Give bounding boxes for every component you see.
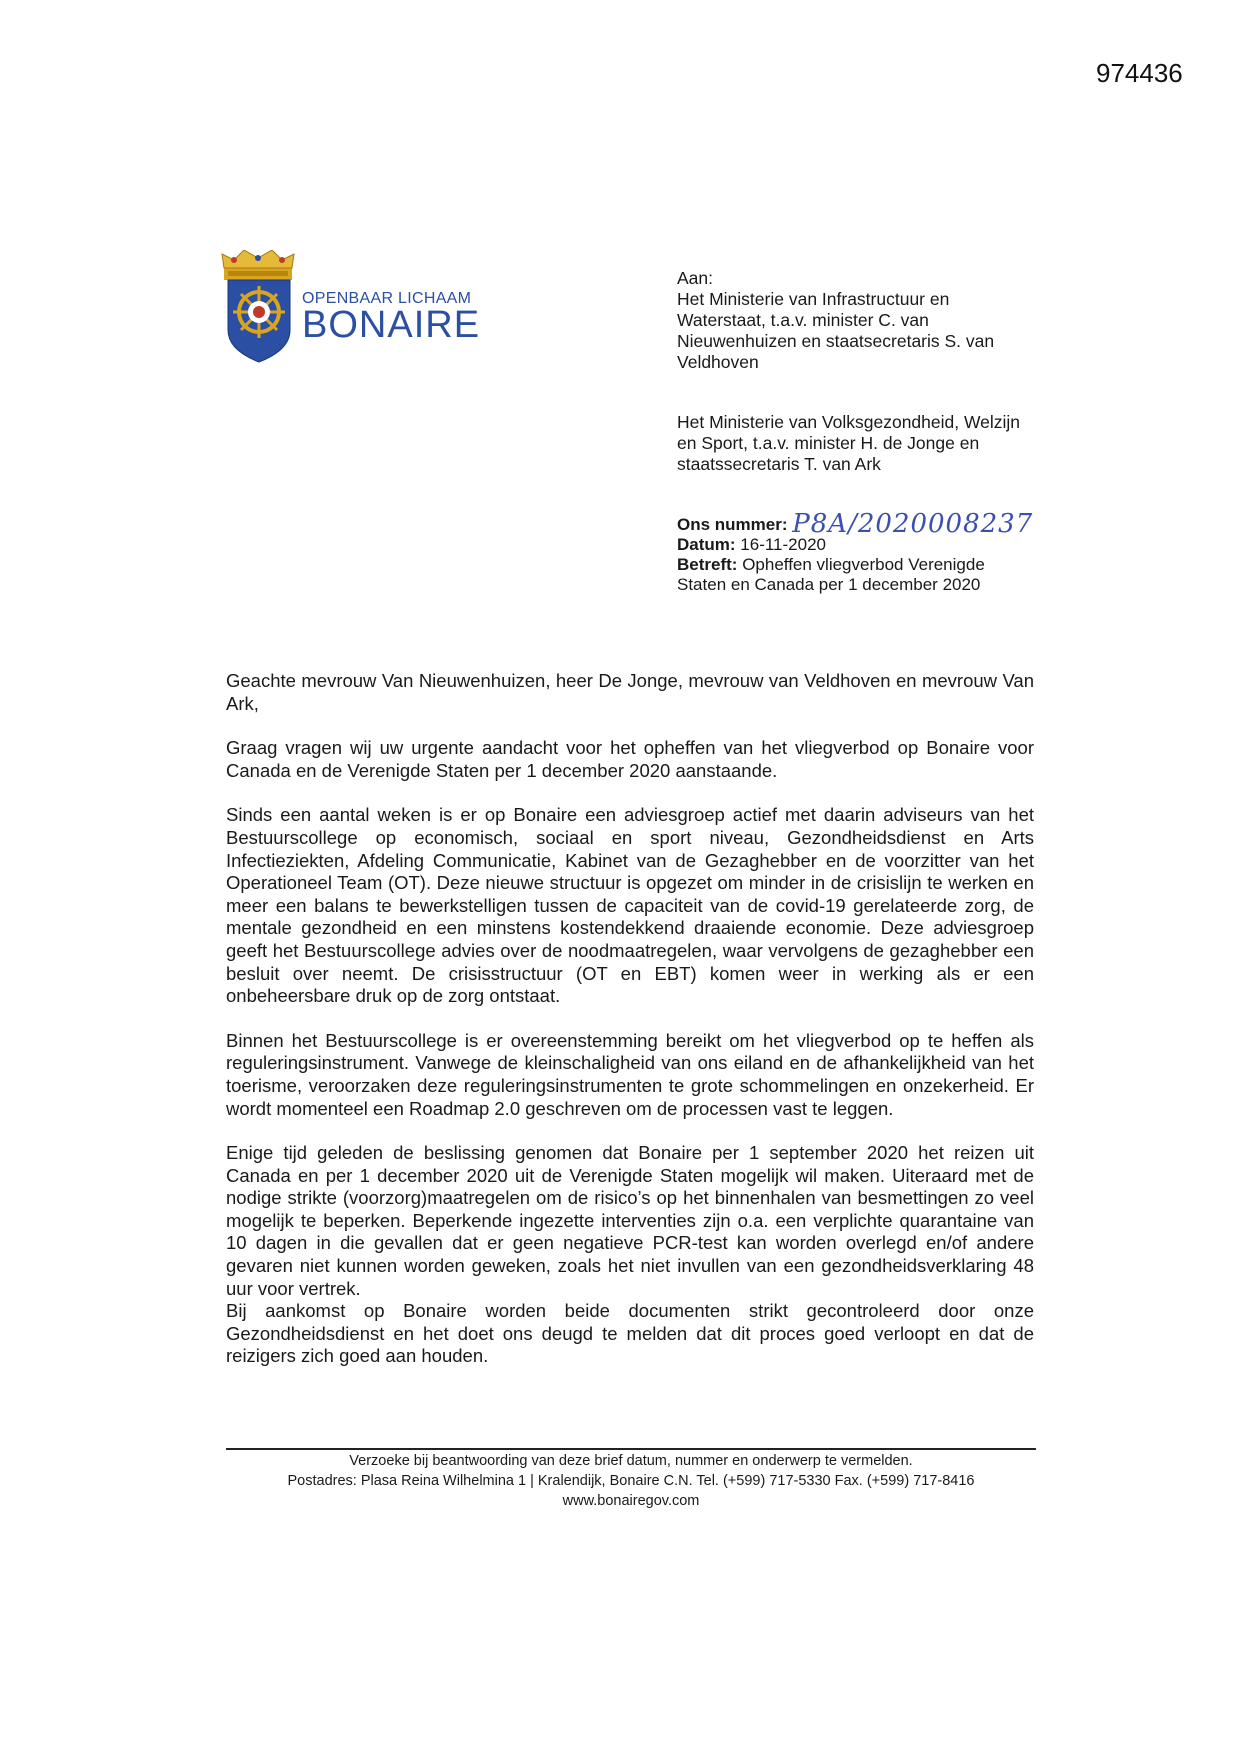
footer-instruction: Verzoeke bij beantwoording van deze brief datum, nummer en onderwerp te vermelden. (349, 1453, 913, 1469)
footer-divider (226, 1448, 1036, 1450)
recipient-block-2 (677, 412, 1077, 475)
reference-number-handwritten: P8A/2020008237 (792, 509, 1034, 539)
subject-value: Opheffen vliegverbod Verenigde (742, 555, 985, 574)
footer-website: www.bonairegov.com (562, 1493, 700, 1509)
body-paragraph: Sinds een aantal weken is er op Bonaire een adviesgroep actief met daarin adviseurs van het Bestuurscollege op economisch, sociaal en sport niveau, Gezondheidsdienst en Arts Infectieziekten, Afdeling Communicatie, Kabinet van de Gezaghebber en de voorzitter van het Operationeel Team (OT). Deze nieuwe structuur is opgezet om minder in de crisislijn te werken en meer een balans te bewerkstelligen tussen de capaciteit van de covid-19 gerelateerde zorg, de mentale gezondheid en een minstens kostendekkend draaiende economie. Deze adviesgroep geeft het Bestuurscollege advies over de noodmaatregelen, waar vervolgens de gezaghebber een besluit over neemt. De crisisstructuur (OT en EBT) komen weer in werking als er een onbeheersbare druk op de zorg ontstaat. (226, 804, 1034, 1007)
body-paragraph: Enige tijd geleden de beslissing genomen dat Bonaire per 1 september 2020 het reizen uit Canada en per 1 december 2020 uit de Verenigde Staten mogelijk wil maken. Uiteraard met de nodige strikte (voorzorg)maatregelen om de risico’s op het binnenhalen van besmettingen zo veel mogelijk te beperken. Beperkende ingezette interventies zijn o.a. een verplichte quarantaine van 10 dagen in die gevallen dat er geen negatieve PCR-test kan worden overlegd en/of andere gevaren niet kunnen worden geweken, zoals het niet invullen van een gezondheidsverklaring 48 uur voor vertrek. (226, 1142, 1034, 1299)
recipient-line: Het Ministerie van Volksgezondheid, Welzijn (677, 412, 1021, 432)
recipient-line: Veldhoven (677, 352, 759, 372)
letter-body (226, 670, 1034, 1390)
body-paragraph: Binnen het Bestuurscollege is er overeenstemming bereikt om het vliegverbod op te heffen als reguleringsinstrument. Vanwege de kleinschaligheid van ons eiland en de afhankelijkheid van het toerisme, veroorzaken deze reguleringsinstrumenten te grote schommelingen en onzekerheid. Er wordt momenteel een Roadmap 2.0 geschreven om de processen vast te leggen. (226, 1029, 1034, 1119)
letter-footer (226, 1448, 1036, 1511)
body-paragraph: Graag vragen wij uw urgente aandacht voor het opheffen van het vliegverbod op Bonaire voor Canada en de Verenigde Staten per 1 december 2020 aanstaande. (226, 737, 1034, 781)
recipient-line: staatssecretaris T. van Ark (677, 454, 881, 474)
shield-icon (228, 280, 290, 362)
letter-metadata (677, 509, 1117, 595)
footer-address: Postadres: Plasa Reina Wilhelmina 1 | Kralendijk, Bonaire C.N. Tel. (+599) 717-5330 Fax. (+599) 717-8416 (287, 1473, 975, 1489)
recipient-line: Het Ministerie van Infrastructuur en (677, 289, 950, 309)
recipient-label: Aan: (677, 268, 713, 288)
logo-line1: OPENBAAR LICHAAM (302, 290, 472, 307)
recipient-line: Nieuwenhuizen en staatsecretaris S. van (677, 331, 995, 351)
logo-wordmark (302, 290, 481, 346)
date-value: 16-11-2020 (740, 535, 826, 554)
crown-icon (222, 250, 294, 280)
reference-label: Ons nummer: (677, 515, 788, 534)
body-paragraph: Bij aankomst op Bonaire worden beide documenten strikt gecontroleerd door onze Gezondheidsdienst en het doet ons deugd te melden dat dit proces goed verloopt en dat de reizigers zich goed aan houden. (226, 1300, 1034, 1367)
logo-line2: BONAIRE (302, 304, 481, 346)
subject-label: Betreft: (677, 555, 738, 574)
subject-value-continued: Staten en Canada per 1 december 2020 (677, 575, 981, 594)
document-number: 974436 (1096, 58, 1183, 88)
recipient-line: Waterstaat, t.a.v. minister C. van (677, 310, 929, 330)
salutation: Geachte mevrouw Van Nieuwenhuizen, heer De Jonge, mevrouw van Veldhoven en mevrouw Van Ark, (226, 670, 1034, 714)
recipient-block-1 (677, 268, 1077, 373)
recipient-line: en Sport, t.a.v. minister H. de Jonge en (677, 433, 980, 453)
date-label: Datum: (677, 535, 736, 554)
